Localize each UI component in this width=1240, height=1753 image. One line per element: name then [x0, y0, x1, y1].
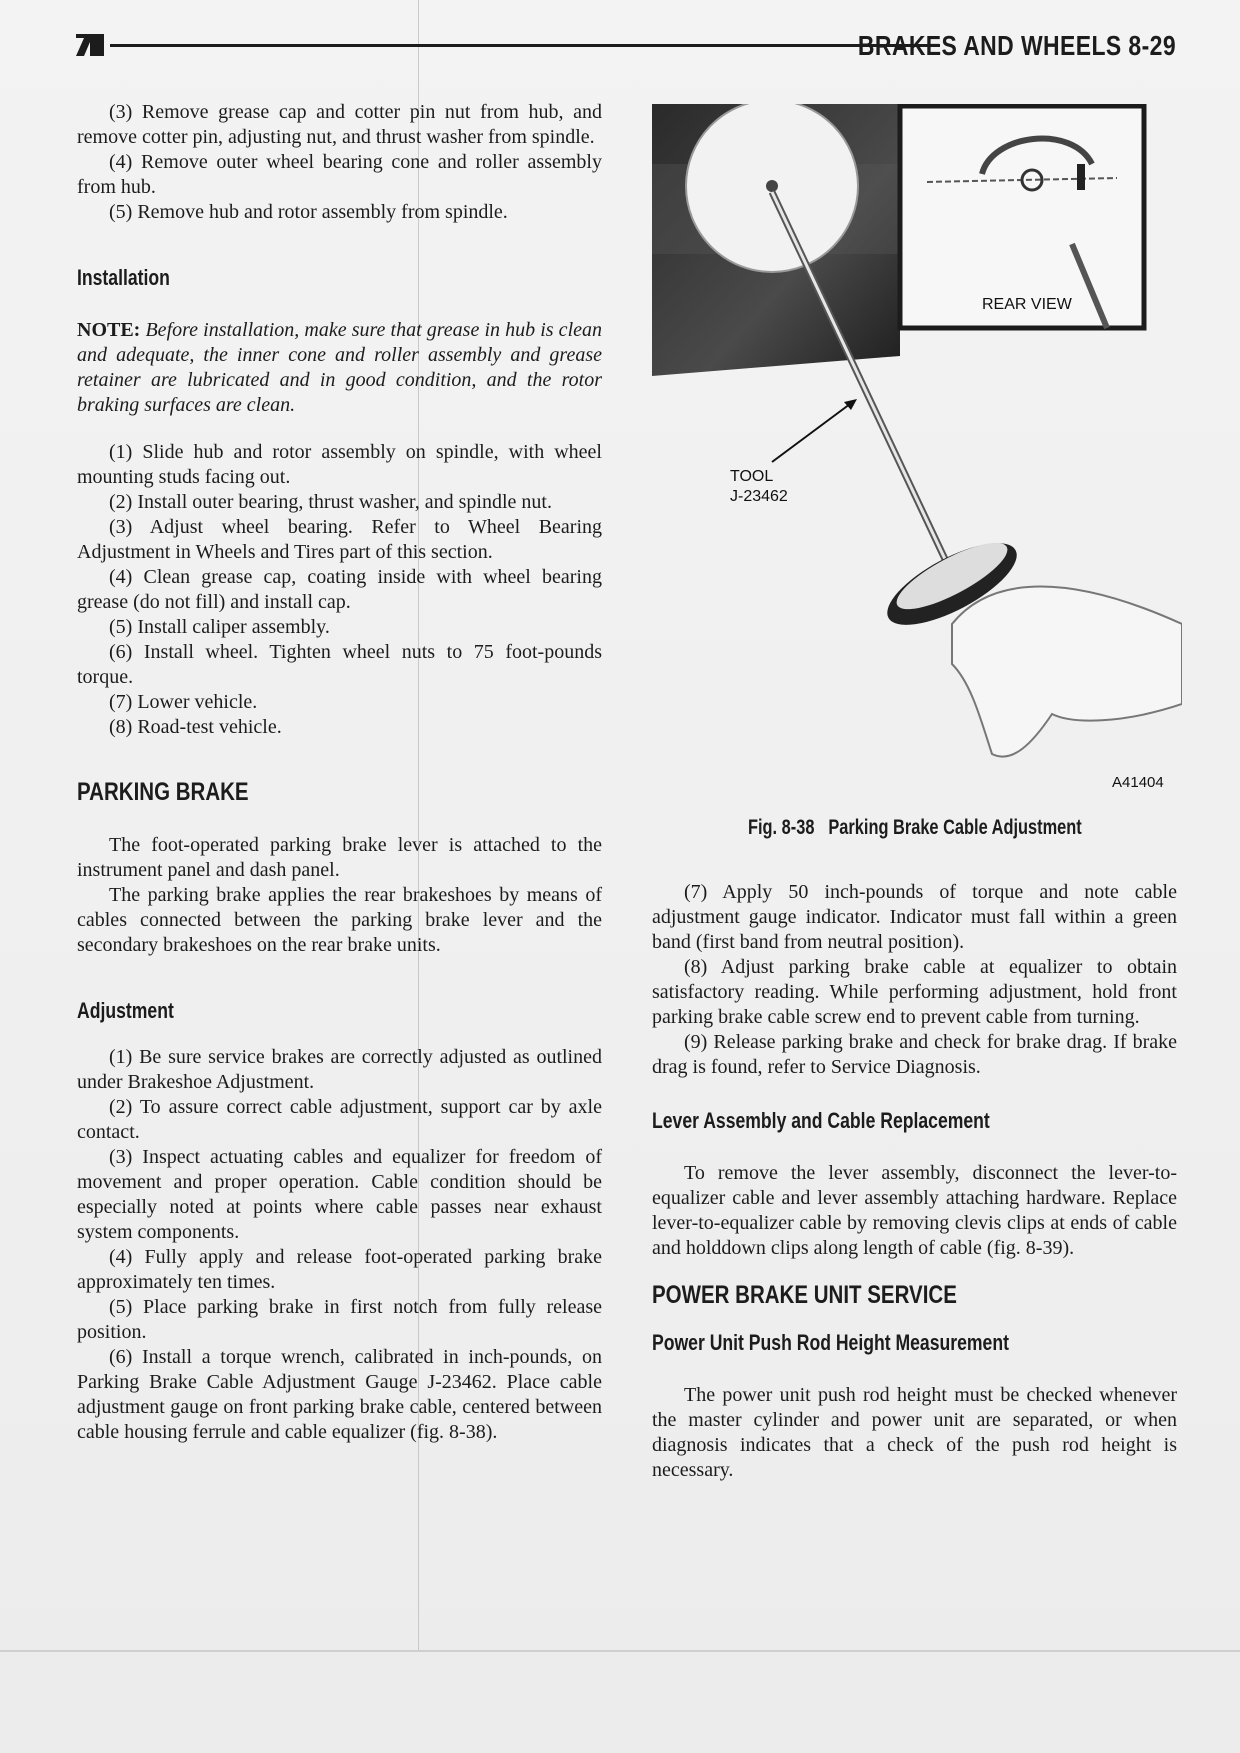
parking-brake-heading: PARKING BRAKE	[77, 778, 249, 806]
adjustment-step: (5) Place parking brake in first notch from fully release position.	[77, 1296, 602, 1343]
lever-assembly-paragraph: To remove the lever assembly, disconnect the lever-to-equalizer cable and lever assembly attaching hardware. Replace lever-to-equalizer cable by removing clevis clips at ends of cable and holddown clips along length of cable (fig. 8-39).	[652, 1162, 1177, 1259]
torque-wrench-photo	[652, 104, 1182, 804]
installation-step: (1) Slide hub and rotor assembly on spindle, with wheel mounting studs facing out.	[77, 441, 602, 488]
parking-brake-paragraph: The parking brake applies the rear brakeshoes by means of cables connected between the parking brake lever and the secondary brakeshoes on the rear brake units.	[77, 884, 602, 956]
push-rod-paragraph: The power unit push rod height must be checked whenever the master cylinder and power unit are separated, or when diagnosis indicates that a check of the push rod height is necessary.	[652, 1384, 1177, 1481]
removal-step: (5) Remove hub and rotor assembly from spindle.	[109, 201, 508, 223]
installation-step: (7) Lower vehicle.	[109, 691, 258, 713]
installation-note	[77, 318, 602, 418]
tool-label: TOOL	[730, 468, 774, 485]
figure-code: A41404	[1112, 774, 1164, 791]
right-column	[652, 880, 1177, 1483]
lever-assembly-heading: Lever Assembly and Cable Replacement	[652, 1108, 990, 1133]
installation-step: (5) Install caliper assembly.	[109, 616, 330, 638]
note-text: Before installation, make sure that grease in hub is clean and adequate, the inner cone and roller assembly and grease retainer are lubricated and in good condition, and the rotor braking surfaces are clean.	[77, 319, 602, 416]
installation-step: (6) Install wheel. Tighten wheel nuts to 75 foot-pounds torque.	[77, 641, 602, 688]
adjustment-step: (9) Release parking brake and check for brake drag. If brake drag is found, refer to Service Diagnosis.	[652, 1031, 1177, 1078]
installation-step: (8) Road-test vehicle.	[109, 716, 282, 738]
left-column	[77, 100, 602, 1445]
figure-number: Fig. 8-38	[748, 816, 815, 839]
adjustment-step: (6) Install a torque wrench, calibrated in inch-pounds, on Parking Brake Cable Adjustment Gauge J-23462. Place cable adjustment gauge on front parking brake cable, centered between cable housing ferrule and cable equalizer (fig. 8-38).	[77, 1346, 602, 1443]
installation-heading: Installation	[77, 265, 170, 290]
installation-step: (2) Install outer bearing, thrust washer, and spindle nut.	[109, 491, 552, 513]
removal-step: (3) Remove grease cap and cotter pin nut from hub, and remove cotter pin, adjusting nut, and thrust washer from spindle.	[77, 101, 602, 148]
parking-brake-paragraph: The foot-operated parking brake lever is attached to the instrument panel and dash panel.	[77, 834, 602, 881]
power-brake-heading: POWER BRAKE UNIT SERVICE	[652, 1281, 957, 1309]
figure-parking-brake-adjustment	[652, 104, 1182, 804]
tool-number-label: J-23462	[730, 488, 788, 505]
installation-step: (4) Clean grease cap, coating inside with wheel bearing grease (do not fill) and install cap.	[77, 566, 602, 613]
page-header	[76, 30, 1176, 66]
adjustment-step: (7) Apply 50 inch-pounds of torque and note cable adjustment gauge indicator. Indicator must fall within a green band (first band from neutral position).	[652, 881, 1177, 953]
header-rule	[110, 44, 940, 47]
figure-title: Parking Brake Cable Adjustment	[828, 816, 1082, 839]
installation-step: (3) Adjust wheel bearing. Refer to Wheel Bearing Adjustment in Wheels and Tires part of this section.	[77, 516, 602, 563]
adjustment-step: (1) Be sure service brakes are correctly adjusted as outlined under Brakeshoe Adjustment.	[77, 1046, 602, 1093]
adjustment-heading: Adjustment	[77, 998, 174, 1023]
adjustment-step: (8) Adjust parking brake cable at equalizer to obtain satisfactory reading. While performing adjustment, hold front parking brake cable screw end to prevent cable from turning.	[652, 956, 1177, 1028]
adjustment-step: (4) Fully apply and release foot-operated parking brake approximately ten times.	[77, 1246, 602, 1293]
page-title: BRAKES AND WHEELS 8-29	[857, 30, 1176, 61]
removal-step: (4) Remove outer wheel bearing cone and roller assembly from hub.	[77, 151, 602, 198]
chapter-mark-icon	[76, 34, 104, 56]
figure-caption	[748, 816, 1082, 840]
note-lead: NOTE:	[77, 319, 141, 341]
page-bottom-edge	[0, 1650, 1240, 1652]
push-rod-heading: Power Unit Push Rod Height Measurement	[652, 1330, 1009, 1355]
adjustment-step: (3) Inspect actuating cables and equalizer for freedom of movement and proper operation. Cable condition should be especially noted at points where cable passes near exhaust system components.	[77, 1146, 602, 1243]
adjustment-step: (2) To assure correct cable adjustment, support car by axle contact.	[77, 1096, 602, 1143]
rear-view-label: REAR VIEW	[982, 296, 1072, 313]
